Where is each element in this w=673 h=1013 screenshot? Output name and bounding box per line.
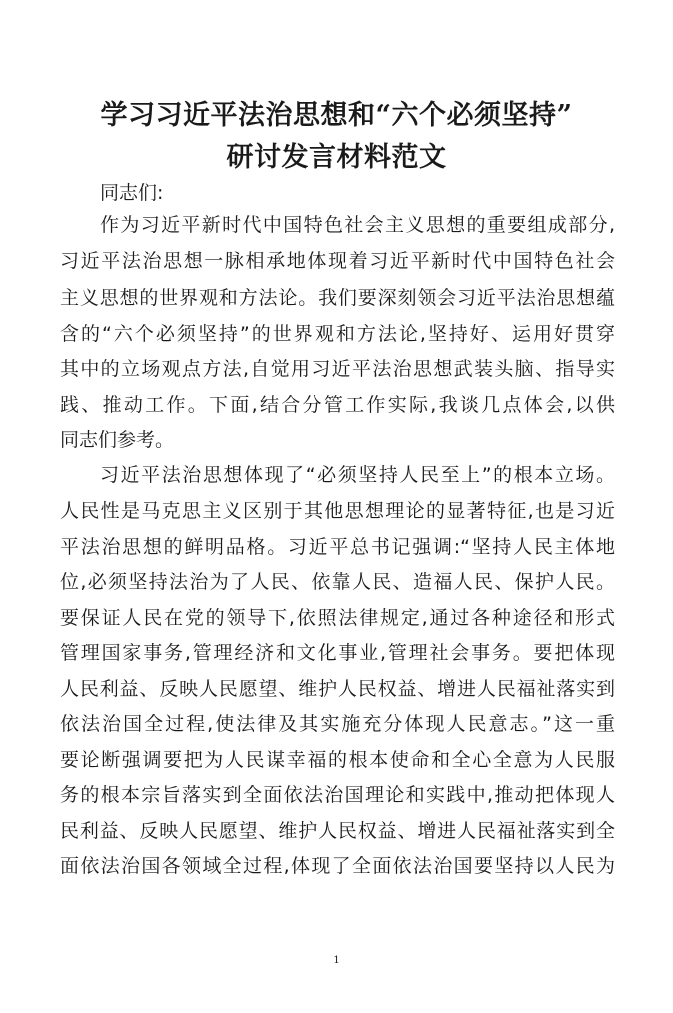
paragraph-line: 依法治国全过程,使法律及其实施充分体现人民意志。”这一重 bbox=[60, 713, 615, 735]
document-title-line-1: 学习习近平法治思想和“六个必须坚持” bbox=[100, 100, 573, 131]
document-title-line-2: 研讨发言材料范文 bbox=[226, 142, 447, 173]
paragraph-line: 践、推动工作。下面,结合分管工作实际,我谈几点体会,以供 bbox=[60, 394, 615, 416]
paragraph-line: 要论断强调要把为人民谋幸福的根本使命和全心全意为人民服 bbox=[60, 749, 615, 771]
paragraph-line: 务的根本宗旨落实到全面依法治国理论和实践中,推动把体现人 bbox=[60, 784, 615, 806]
paragraph-line: 同志们参考。 bbox=[60, 429, 175, 451]
paragraph-line: 要保证人民在党的领导下,依照法律规定,通过各种途径和形式 bbox=[60, 607, 615, 629]
paragraph-line: 习近平法治思想一脉相承地体现着习近平新时代中国特色社会 bbox=[60, 250, 615, 272]
page-number: 1 bbox=[333, 955, 340, 966]
paragraph-line: 其中的立场观点方法,自觉用习近平法治思想武装头脑、指导实 bbox=[60, 358, 615, 380]
paragraph-line: 人民性是马克思主义区别于其他思想理论的显著特征,也是习近 bbox=[60, 500, 615, 522]
paragraph-line: 作为习近平新时代中国特色社会主义思想的重要组成部分, bbox=[100, 214, 615, 236]
paragraph-line: 位,必须坚持法治为了人民、依靠人民、造福人民、保护人民。 bbox=[60, 571, 615, 593]
paragraph-line: 民利益、反映人民愿望、维护人民权益、增进人民福祉落实到全 bbox=[60, 820, 615, 842]
paragraph-line: 含的“六个必须坚持”的世界观和方法论,坚持好、运用好贯穿 bbox=[60, 323, 615, 345]
paragraph-line: 平法治思想的鲜明品格。习近平总书记强调:“坚持人民主体地 bbox=[60, 536, 615, 558]
salutation: 同志们: bbox=[100, 182, 164, 204]
paragraph-line: 主义思想的世界观和方法论。我们要深刻领会习近平法治思想蕴 bbox=[60, 287, 615, 309]
paragraph-line: 人民利益、反映人民愿望、维护人民权益、增进人民福祉落实到 bbox=[60, 678, 615, 700]
paragraph-line: 习近平法治思想体现了“必须坚持人民至上”的根本立场。 bbox=[100, 464, 615, 486]
paragraph-line: 面依法治国各领域全过程,体现了全面依法治国要坚持以人民为 bbox=[60, 855, 615, 877]
paragraph-line: 管理国家事务,管理经济和文化事业,管理社会事务。要把体现 bbox=[60, 642, 615, 664]
